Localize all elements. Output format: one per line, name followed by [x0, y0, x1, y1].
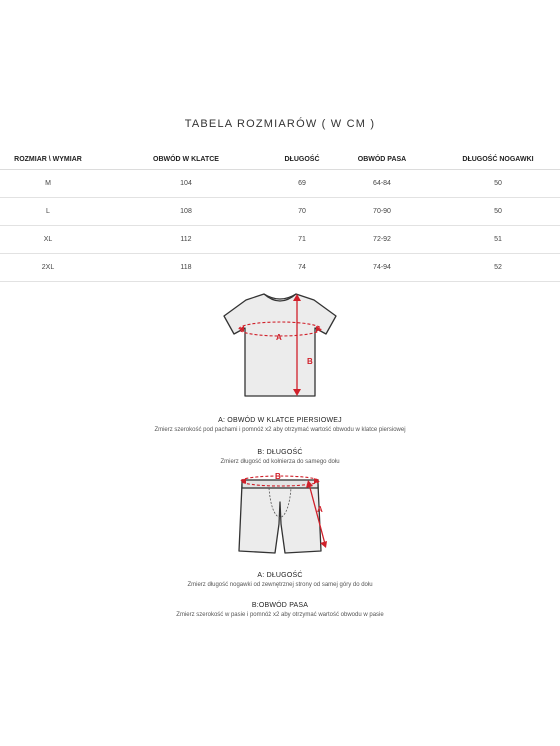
page-title: TABELA ROZMIARÓW ( W CM )	[184, 118, 376, 130]
table-row	[0, 254, 560, 282]
table-row	[0, 198, 560, 226]
tshirt-label-b: B	[307, 357, 313, 366]
tshirt-label-a: A	[276, 333, 282, 342]
tshirt-body	[224, 294, 336, 396]
table-cell: M	[0, 170, 96, 198]
table-cell: 74-94	[328, 254, 436, 282]
table-row	[0, 170, 560, 198]
table-cell: 50	[436, 170, 560, 198]
table-cell: 51	[436, 226, 560, 254]
boxers-caption-a	[0, 572, 560, 588]
table-cell: 108	[96, 198, 276, 226]
table-cell: 69	[276, 170, 328, 198]
column-header-chest: OBWÓD W KLATCE	[96, 149, 276, 170]
boxers-label-a: A	[317, 505, 323, 514]
table-cell: 74	[276, 254, 328, 282]
table-row	[0, 226, 560, 254]
table-cell: 118	[96, 254, 276, 282]
boxers-body	[239, 484, 321, 553]
size-table	[0, 149, 560, 282]
tshirt-caption-a	[0, 417, 560, 433]
table-header-row	[0, 149, 560, 170]
tshirt-caption-b	[0, 449, 560, 465]
caption-title: B:OBWÓD PASA	[251, 602, 309, 609]
table-cell: 64-84	[328, 170, 436, 198]
table-cell: L	[0, 198, 96, 226]
table-cell: 70	[276, 198, 328, 226]
table-cell: 50	[436, 198, 560, 226]
table-cell: 72-92	[328, 226, 436, 254]
table-cell: 112	[96, 226, 276, 254]
column-header-waist: OBWÓD PASA	[328, 149, 436, 170]
table-cell: XL	[0, 226, 96, 254]
table-cell: 52	[436, 254, 560, 282]
caption-title: A: DŁUGOŚĆ	[257, 572, 303, 579]
table-cell: 70-90	[328, 198, 436, 226]
caption-description: Zmierz szerokość pod pachami i pomnóż x2 aby otrzymać wartość obwodu w klatce piersiowej	[154, 427, 406, 433]
column-header-leg-length: DŁUGOŚĆ NOGAWKI	[436, 149, 560, 170]
caption-title: B: DŁUGOŚĆ	[257, 449, 303, 456]
boxers-icon	[225, 472, 335, 560]
table-cell: 2XL	[0, 254, 96, 282]
caption-description: Zmierz długość od kołnierza do samego dołu	[220, 459, 340, 465]
tshirt-icon	[210, 288, 350, 402]
caption-title: A: OBWÓD W KLATCE PIERSIOWEJ	[218, 417, 342, 424]
caption-description: Zmierz szerokość w pasie i pomnóż x2 aby otrzymać wartość obwodu w pasie	[176, 612, 384, 618]
caption-description: Zmierz długość nogawki od zewnętrznej strony od samej góry do dołu	[187, 582, 373, 588]
column-header-length: DŁUGOŚĆ	[276, 149, 328, 170]
table-cell: 104	[96, 170, 276, 198]
boxers-caption-b	[0, 602, 560, 618]
column-header-size: ROZMIAR \ WYMIAR	[0, 149, 96, 170]
table-cell: 71	[276, 226, 328, 254]
boxers-label-b: B	[275, 472, 281, 481]
